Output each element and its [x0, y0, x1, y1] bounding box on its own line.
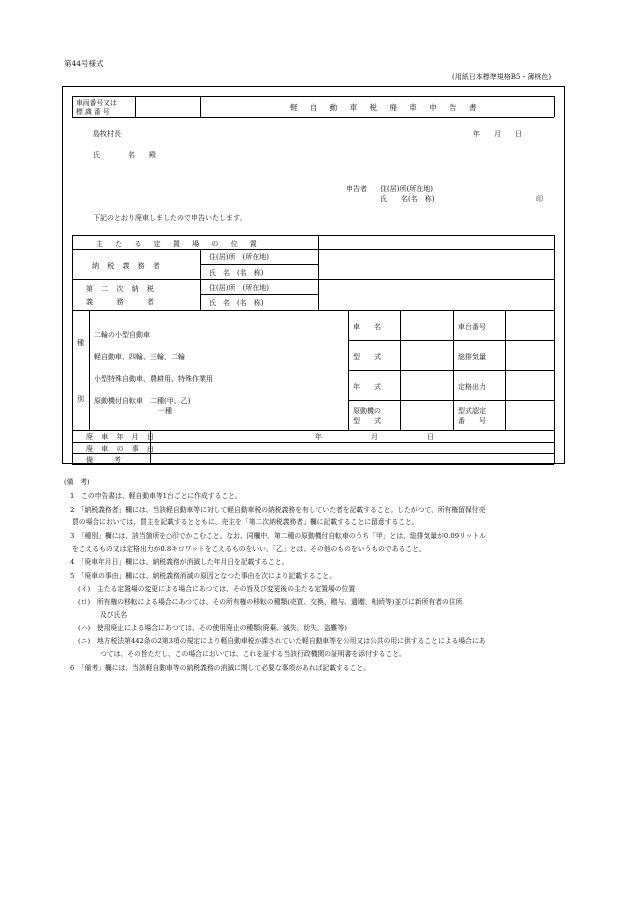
car-name-label: 車 名 [353, 323, 381, 331]
note-line: 3 「種別」欄には、該当箇所を○印でかこむこと。なお、同欄中、第二種の原動機付自転車のうち「甲」とは、総排気量が0.09リットル [70, 532, 486, 540]
note-line: 及び氏名 [100, 611, 128, 619]
seal-mark: 印 [536, 195, 543, 203]
scrap-reason-label: 廃 車 の 事 由 [86, 445, 157, 453]
type-cert-label: 型式認定 [458, 407, 486, 415]
notes-heading: (備 考) [64, 478, 90, 486]
note-line: 買の場合においては、買主を記載するとともに、売主を「第二次納税義務者」欄に記載することに留意すること。 [72, 518, 419, 526]
type-item-5: 一種 [158, 407, 172, 415]
secondary-taxpayer-label-2: 義 務 者 [86, 298, 157, 306]
addressee: 島牧村長 [93, 130, 121, 138]
plate-number-label: 標 識 番 号 [76, 108, 110, 116]
rated-output-label: 定格出力 [458, 383, 486, 391]
model-label: 型 式 [353, 353, 381, 361]
secondary-address-label: 住(居)所 (所在地) [209, 284, 269, 292]
type-item-1: 二輪の小型自動車 [94, 331, 150, 339]
form-title: 軽 自 動 車 税 廃 車 申 告 書 [290, 103, 482, 112]
car-number-label: 車台番号 [458, 323, 486, 331]
note-line: 4 「廃車年月日」欄には、納税義務が消滅した年月日を記載すること。 [70, 558, 289, 566]
vehicle-number-label: 車両番号又は [76, 99, 117, 107]
type-label-bottom: 別 [77, 395, 84, 403]
type-item-3: 小型特殊自動車、農耕用、特殊作業用 [94, 375, 213, 383]
secondary-taxpayer-label: 第 二 次 納 税 [86, 285, 157, 293]
note-line: (イ) 主たる定置場の変更による場合にあつては、その旨及び変更後の主たる定置場の位置 [78, 585, 356, 593]
form-frame [62, 86, 565, 464]
note-line: つては、その旨ただし、この場合においては、これを証する当該行政機関の証明書を添付すること。 [100, 650, 406, 658]
note-line: 2 「納税義務者」欄には、当該軽自動車等に対して軽自動車税の納税義務を有していた者を記載すること。したがつて、所有権留保付売 [70, 506, 486, 514]
note-line: (ロ) 所有権の移転による場合にあつては、その所有権の移転の種類(売買、交換、贈与、遺贈、相続等)並びに新所有者の住所 [78, 598, 463, 606]
declarant-address: 住(居)所(所在地) [380, 185, 433, 193]
name-line: 氏 名 殿 [93, 151, 156, 159]
note-line: (ハ) 使用廃止による場合にあつては、その使用廃止の種類(廃棄、滅失、紛失、盗難等) [78, 624, 347, 632]
secondary-name-label: 氏 名 (名 称) [209, 299, 264, 307]
engine-model-label-2: 型 式 [353, 417, 381, 425]
taxpayer-address-label: 住(居)所 (所在地) [209, 253, 269, 261]
type-label-top: 種 [77, 339, 84, 347]
scrap-date-label: 廃 車 年 月 日 [86, 433, 157, 441]
note-line: をこえるもの又は定格出力が0.8キロワットをこえるものをいい、「乙」とは、その他のものをいうものであること。 [72, 545, 426, 553]
declarant-name: 氏 名(名 称) [380, 195, 435, 203]
date-line: 年 月 日 [473, 130, 522, 138]
type-item-2: 軽自動車、四輪、三輪、二輪 [94, 353, 185, 361]
statement: 下記のとおり廃車しましたので申告いたします。 [93, 214, 247, 222]
storage-location-label: 主 た る 定 置 場 の 位 置 [96, 240, 262, 248]
note-line: 5 「廃車の事由」欄には、納税義務消滅の原因となつた事由を次により記載すること。 [70, 572, 337, 580]
taxpayer-name-label: 氏 名 (名 称) [209, 269, 264, 277]
displacement-label: 総排気量 [458, 353, 486, 361]
note-line: (ニ) 地方税法第442条の2第3項の規定により軽自動車税が課されていた軽自動車等を公用又は公共の用に供することによる場合にあ [78, 637, 486, 645]
form-number: 第44号様式 [64, 59, 104, 68]
note-line: 1 この申告書は、軽自動車等1台ごとに作成すること。 [70, 492, 242, 500]
type-item-4: 原動機付自転車 二種(甲、乙) [94, 397, 191, 405]
engine-model-label: 原動機の [353, 407, 381, 415]
type-cert-label-2: 番 号 [458, 417, 486, 425]
paper-spec: (用紙日本標準規格B5・薄桃色) [452, 73, 552, 81]
declarant-label: 申告者 [346, 185, 367, 193]
note-line: 6 「備考」欄には、当該軽自動車等の納税義務の消滅に関して必要な事項があれば記載すること。 [70, 664, 370, 672]
scrap-date-value: 年 月 日 [315, 433, 434, 441]
remarks-label: 備 考 [86, 456, 121, 464]
taxpayer-label: 納 税 義 務 者 [92, 262, 163, 270]
year-label: 年 式 [353, 383, 381, 391]
